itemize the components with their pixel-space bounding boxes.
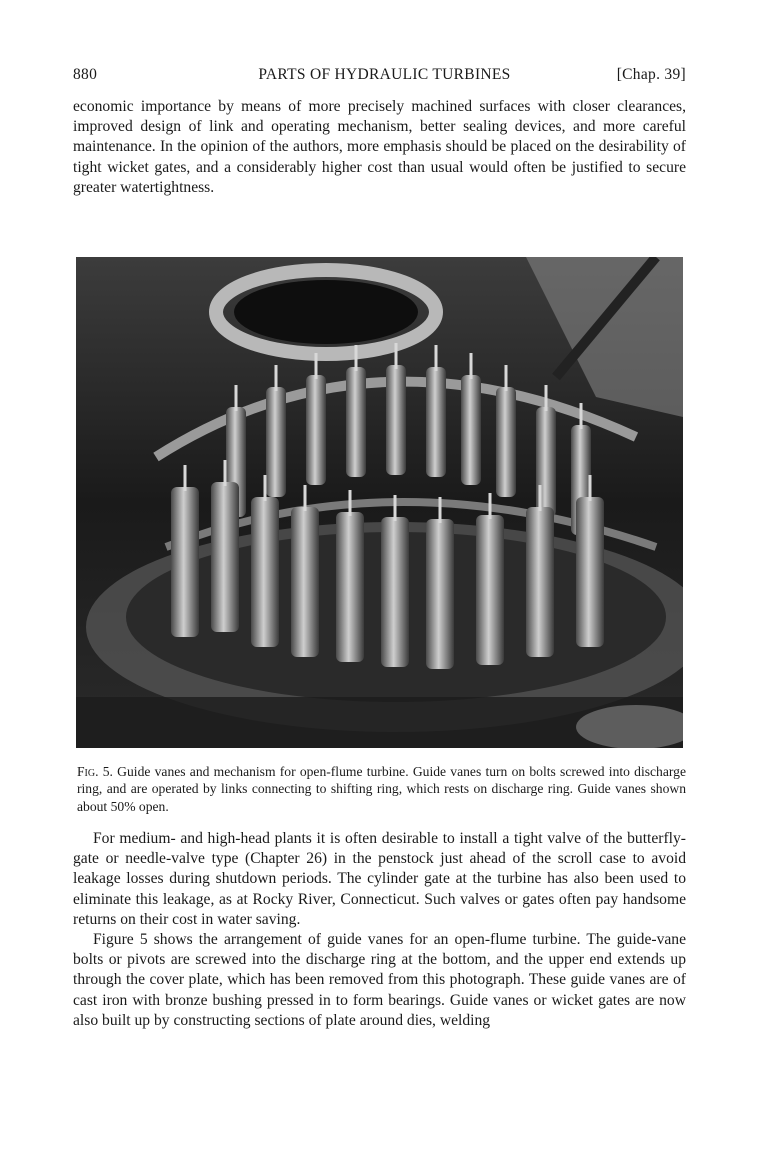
guide-vane-front [211,482,239,632]
guide-vane-front [171,487,199,637]
paragraph-2: For medium- and high-head plants it is often desirable to install a tight valve of the butterfly-gate or needle-valve type (Chapter 26) in the penstock just ahead of the scroll case to avoid leakage losses during shutdown periods. The cylinder gate at the turbine has also been used to eliminate this leakage, as at Rocky River, Connecticut. Such valves or gates often pay handsome returns on their cost in water saving. [73,830,686,928]
guide-vane-front [336,512,364,662]
figure-label: Fig. 5. [77,764,113,779]
guide-vane-back [306,375,326,485]
page-number: 880 [73,66,98,83]
running-title: PARTS OF HYDRAULIC TURBINES [258,66,511,83]
guide-vane-back [426,367,446,477]
guide-vane-front [526,507,554,657]
guide-vane-front [381,517,409,667]
chapter-label: [Chap. 39] [616,66,686,83]
guide-vane-front [426,519,454,669]
paragraph-1: economic importance by means of more precisely machined surfaces with closer clearances, improved design of link and operating mechanism, better sealing devices, and more careful maintenance. In the opinion of the authors, more emphasis should be placed on the desirability of tight wicket gates, and a considerably higher cost than usual would often be justified to secure greater watertightness. [73,98,686,196]
paragraph-continued [73,97,686,198]
guide-vane-back [496,387,516,497]
figure-caption [77,763,686,815]
running-header [73,66,686,88]
turbine-guide-vanes-photo-icon [76,257,683,748]
guide-vane-front [576,497,604,647]
guide-vane-back [346,367,366,477]
paragraph-3: Figure 5 shows the arrangement of guide vanes for an open-flume turbine. The guide-vane bolts or pivots are screwed into the discharge ring at the bottom, and the upper end extends up through the cover plate, which has been removed from this photograph. These guide vanes are of cast iron with bronze bushing pressed in to form bearings. Guide vanes or wicket gates are now also built up by constructing sections of plate around dies, welding [73,931,686,1029]
guide-vane-back [386,365,406,475]
body-text [73,829,686,1031]
guide-vane-front [251,497,279,647]
guide-vane-back [266,387,286,497]
guide-vane-front [291,507,319,657]
guide-vane-back [461,375,481,485]
figure-caption-text: Guide vanes and mechanism for open-flume turbine. Guide vanes turn on bolts screwed into discharge ring, and are operated by links connecting to shifting ring, which rests on discharge ring. Guide vanes shown about 50% open. [77,764,687,814]
guide-vane-front [476,515,504,665]
figure-photo [76,257,683,748]
